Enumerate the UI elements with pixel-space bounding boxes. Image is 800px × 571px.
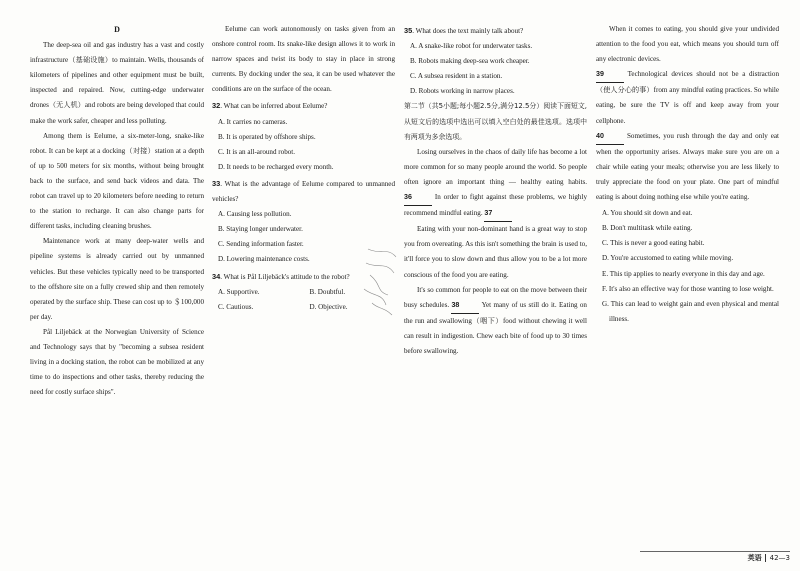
option-d[interactable]: D. It needs to be recharged every month. xyxy=(218,162,334,171)
column-1 xyxy=(30,22,204,400)
question-35: 35. What does the text mainly talk about? A. A snake-like robot for underwater tasks. B. Robots making deep-sea work cheaper. C. A subsea resident in a station. D. Robots working in narrow places. xyxy=(404,23,587,99)
blank-36[interactable]: 36 xyxy=(404,190,432,206)
passage-paragraph-4-text: Pål Liljebäck at the Norwegian University of Science and Technology says that by "becoming a subsea resident living in a docking station, the robot can be mobilized at any time to do inspections and other tasks, thereby reducing the need for costly surface ships". xyxy=(30,327,204,397)
page-footer xyxy=(748,553,790,563)
question-stem: What is the advantage of Eelume compared to unmanned vehicles? xyxy=(212,179,396,204)
option-b[interactable]: B. Robots making deep-sea work cheaper. xyxy=(410,57,530,66)
option-row xyxy=(212,285,395,300)
question-32: 32. What can be inferred about Eelume? A. It carries no cameras. B. It is operated by offshore ships. C. It is an all-around robot. D. It needs to be recharged every month. xyxy=(212,98,395,174)
passage-paragraph-1: The deep-sea oil and gas industry has a vast and costly infrastructure（基础设施）to maintain. Wells, thousands of kilometers of pipelines and other equipment must be built, inspected and repaired. Now, cutting-edge underwater drones（无人机）and robots are being developed that could make the work safer, cheaper and less polluting. xyxy=(30,41,204,125)
column-4 xyxy=(596,22,779,327)
option-row xyxy=(212,300,395,315)
option-a[interactable]: A. It carries no cameras. xyxy=(218,117,288,126)
option-b[interactable]: B. Staying longer underwater. xyxy=(218,225,303,234)
blank-40[interactable]: 40 xyxy=(596,129,624,145)
option-c[interactable]: C. A subsea resident in a station. xyxy=(410,72,503,81)
cloze-text: Losing ourselves in the chaos of daily life has become a lot more common for so many people around the world. So people often ignore an important thing — healthy eating habits. xyxy=(404,147,587,186)
column-3 xyxy=(404,22,587,359)
option-b[interactable]: B. It is operated by offshore ships. xyxy=(218,132,316,141)
question-number: 35 xyxy=(404,26,413,35)
option-c[interactable]: C. It is an all-around robot. xyxy=(218,147,296,156)
blank-39[interactable]: 39 xyxy=(596,67,624,83)
cloze-option-g[interactable]: G. This can lead to weight gain and even physical and mental illness. xyxy=(602,299,779,323)
question-stem: What does the text mainly talk about? xyxy=(415,27,524,35)
cloze-text: Sometimes, you rush through the day and only eat when the opportunity arises. Always make sure you are on a chair while eating your meals; otherwise you are less likely to truly appreciate the food on your plate. One part of mindful eating is about doing nothing else while you're eating. xyxy=(596,131,779,202)
cloze-option-e[interactable]: E. This tip applies to nearly everyone in this day and age. xyxy=(602,269,765,278)
option-d[interactable]: D. Lowering maintenance costs. xyxy=(218,255,310,264)
footer-page-number: 42—3 xyxy=(765,554,790,562)
cloze-option-d[interactable]: D. You're accustomed to eating while moving. xyxy=(602,254,734,263)
option-c[interactable]: C. Cautious. xyxy=(218,302,254,311)
question-stem: What is Pål Liljebäck's attitude to the robot? xyxy=(223,272,350,281)
cloze-text: Yet many of us still do it. Eating on the run and swallowing（咽下）food without chewing it well can result in indigestion. Chew each bite of food up to 30 times before swallowing. xyxy=(404,300,587,355)
section-letter: D xyxy=(114,25,120,34)
passage-paragraph-2: Among them is Eelume, a six-meter-long, snake-like robot. It can be kept at a docking（对接）station at a depth of up to 500 meters for six months, without being brought back to the surface, and send back videos and data. The robot can travel up to 20 kilometers before needing to return to the station to recharge. It can also change parts for different tasks, including cleaning brushes. xyxy=(30,131,204,231)
question-33: 33. What is the advantage of Eelume compared to unmanned vehicles? A. Causing less pollution. B. Staying longer underwater. C. Sending information faster. D. Lowering maintenance costs. xyxy=(212,176,395,268)
passage-paragraph-5: Eelume can work autonomously on tasks given from an onshore control room. Its snake-like design allows it to work in narrow spaces and twist its body to stay in place in strong currents. By docking under the sea, it can be used whatever the conditions are on the surface of the ocean. xyxy=(212,25,395,94)
cloze-option-b[interactable]: B. Don't multitask while eating. xyxy=(602,224,693,233)
footer-subject: 英语 xyxy=(747,554,762,562)
cloze-paragraph-4: When it comes to eating, you should give your undivided attention to the food you eat, which means you should turn off any electronic devices. xyxy=(596,25,779,64)
cloze-option-f[interactable]: F. It's also an effective way for those wanting to lose weight. xyxy=(602,284,774,293)
option-b[interactable]: B. Doubtful. xyxy=(309,287,346,296)
option-a[interactable]: A. Causing less pollution. xyxy=(218,210,292,219)
footer-divider xyxy=(640,551,790,552)
cloze-text: In order to fight against these problems, we highly recommend mindful eating. xyxy=(404,193,587,218)
cloze-option-c[interactable]: C. This is never a good eating habit. xyxy=(602,239,705,248)
option-d[interactable]: D. Robots working in narrow places. xyxy=(410,87,515,96)
cloze-paragraph-5 xyxy=(596,67,779,128)
option-a[interactable]: A. Supportive. xyxy=(218,287,260,296)
question-stem: What can be inferred about Eelume? xyxy=(223,102,328,111)
column-2 xyxy=(212,22,395,315)
cloze-options xyxy=(596,206,779,327)
blank-37[interactable]: 37 xyxy=(484,206,512,222)
cloze-paragraph-1 xyxy=(404,145,587,222)
cloze-text: Technological devices should not be a distraction（使人分心的事）from any mindful eating practices. So while eating, be sure the TV is off and keep away from your cellphone. xyxy=(596,70,779,125)
question-34: 34. What is Pål Liljebäck's attitude to the robot? A. Supportive. B. Doubtful. C. Cautious. D. Objective. xyxy=(212,269,395,315)
cloze-option-a[interactable]: A. You should sit down and eat. xyxy=(602,209,693,218)
cloze-text: It's so common for people to eat on the move between their busy schedules. xyxy=(404,285,587,309)
question-number: 33 xyxy=(212,178,221,188)
blank-38[interactable]: 38 xyxy=(451,298,479,314)
cloze-paragraph-2: Eating with your non-dominant hand is a great way to stop you from overeating. As this isn't something the brain is used to, it'll force you to slow down and thus allow you to be a lot more conscious of the food you are eating. xyxy=(404,225,587,279)
question-number: 34 xyxy=(212,271,221,281)
cloze-paragraph-6 xyxy=(596,129,779,205)
option-d[interactable]: D. Objective. xyxy=(309,302,348,311)
passage-paragraph-3: Maintenance work at many deep-water wells and pipeline systems is already carried out by unmanned vehicles. But these vehicles typically need to be transported to the offshore site on a fully crewed ship and then remotely operated by the surface ship. These can cost up to ＄100,000 per day. xyxy=(30,237,204,321)
option-c[interactable]: C. Sending information faster. xyxy=(218,240,304,249)
option-a[interactable]: A. A snake-like robot for underwater tasks. xyxy=(410,42,533,51)
passage-paragraph-4 xyxy=(30,325,204,400)
question-number: 32 xyxy=(212,101,221,111)
cloze-paragraph-3 xyxy=(404,283,587,359)
section-2-instructions: 第二节（共5小题;每小题2.5分,满分12.5分）阅读下面短文,从短文后的选项中选出可以填入空白处的最佳选项。选项中有两项为多余选项。 xyxy=(404,102,587,141)
